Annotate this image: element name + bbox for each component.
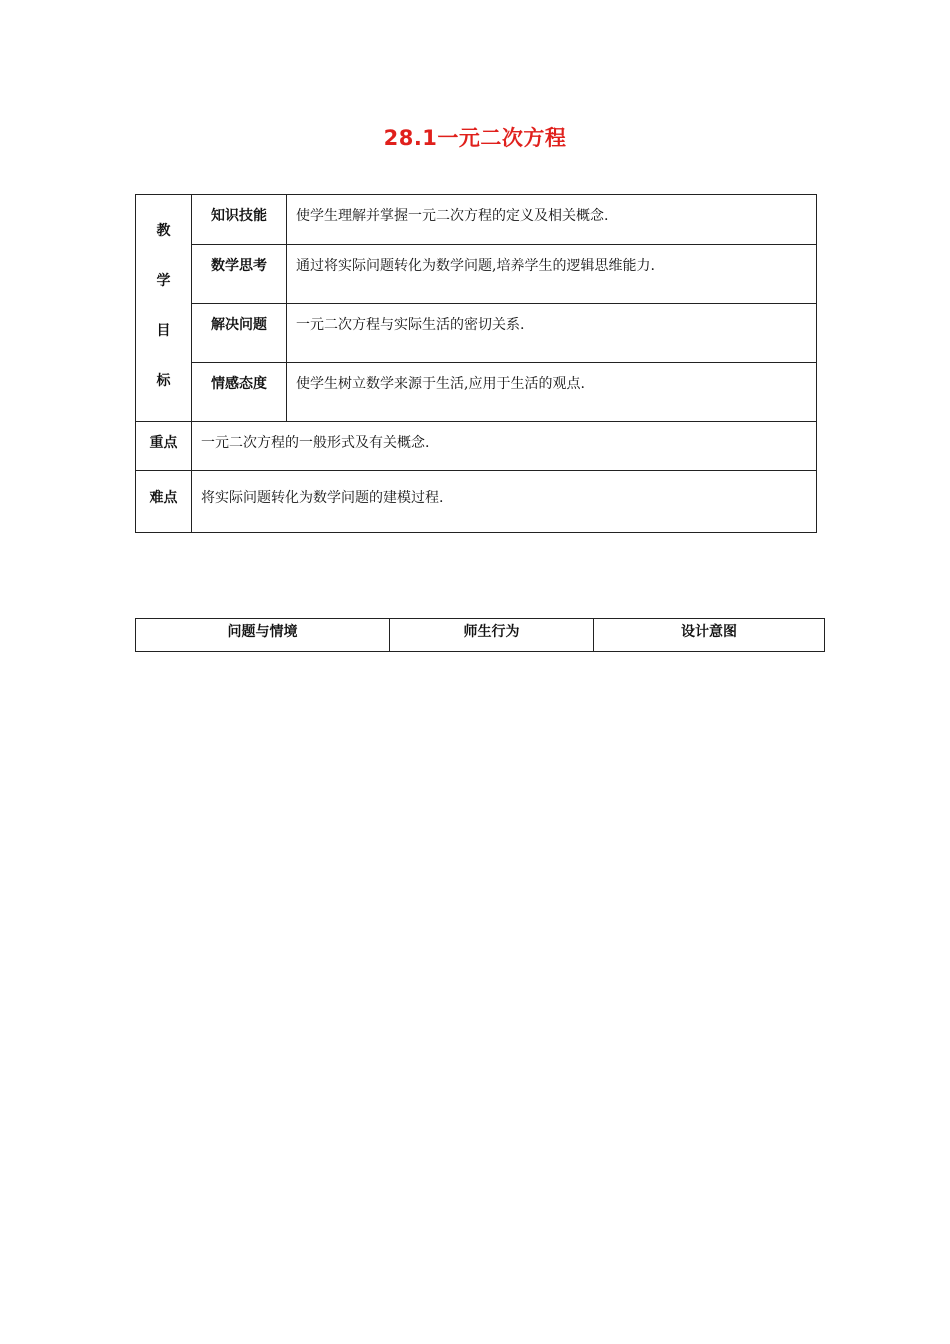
objective-row-thinking xyxy=(136,245,817,304)
objectives-label-char-2: 学 xyxy=(156,273,171,289)
objectives-label-char-3: 目 xyxy=(156,323,171,339)
page-title: 28.1一元二次方程 xyxy=(383,126,567,150)
header-design-intent: 设计意图 xyxy=(594,619,825,652)
objective-content-knowledge: 使学生理解并掌握一元二次方程的定义及相关概念. xyxy=(287,195,817,245)
key-point-content: 一元二次方程的一般形式及有关概念. xyxy=(192,422,817,471)
objective-label-knowledge: 知识技能 xyxy=(192,195,287,245)
difficult-point-row xyxy=(136,471,817,533)
objective-row-attitude xyxy=(136,363,817,422)
header-teacher-student-actions: 师生行为 xyxy=(390,619,594,652)
objective-row-knowledge xyxy=(136,195,817,245)
objective-content-attitude: 使学生树立数学来源于生活,应用于生活的观点. xyxy=(287,363,817,422)
objective-content-problem-solving: 一元二次方程与实际生活的密切关系. xyxy=(287,303,817,363)
objective-label-thinking: 数学思考 xyxy=(192,245,287,304)
objective-label-problem-solving: 解决问题 xyxy=(192,303,287,363)
objectives-label-char-1: 教 xyxy=(156,223,171,239)
objective-content-thinking: 通过将实际问题转化为数学问题,培养学生的逻辑思维能力. xyxy=(287,245,817,304)
objective-row-problem-solving xyxy=(136,303,817,363)
teaching-process-table xyxy=(135,618,825,652)
header-problem-situation: 问题与情境 xyxy=(136,619,390,652)
objectives-label-char-4: 标 xyxy=(156,373,171,389)
key-point-row xyxy=(136,422,817,471)
teaching-objectives-table xyxy=(135,194,817,533)
key-point-label: 重点 xyxy=(136,422,192,471)
teaching-objectives-label xyxy=(136,195,192,422)
difficult-point-content: 将实际问题转化为数学问题的建模过程. xyxy=(192,471,817,533)
difficult-point-label: 难点 xyxy=(136,471,192,533)
process-header-row xyxy=(136,619,825,652)
objective-label-attitude: 情感态度 xyxy=(192,363,287,422)
